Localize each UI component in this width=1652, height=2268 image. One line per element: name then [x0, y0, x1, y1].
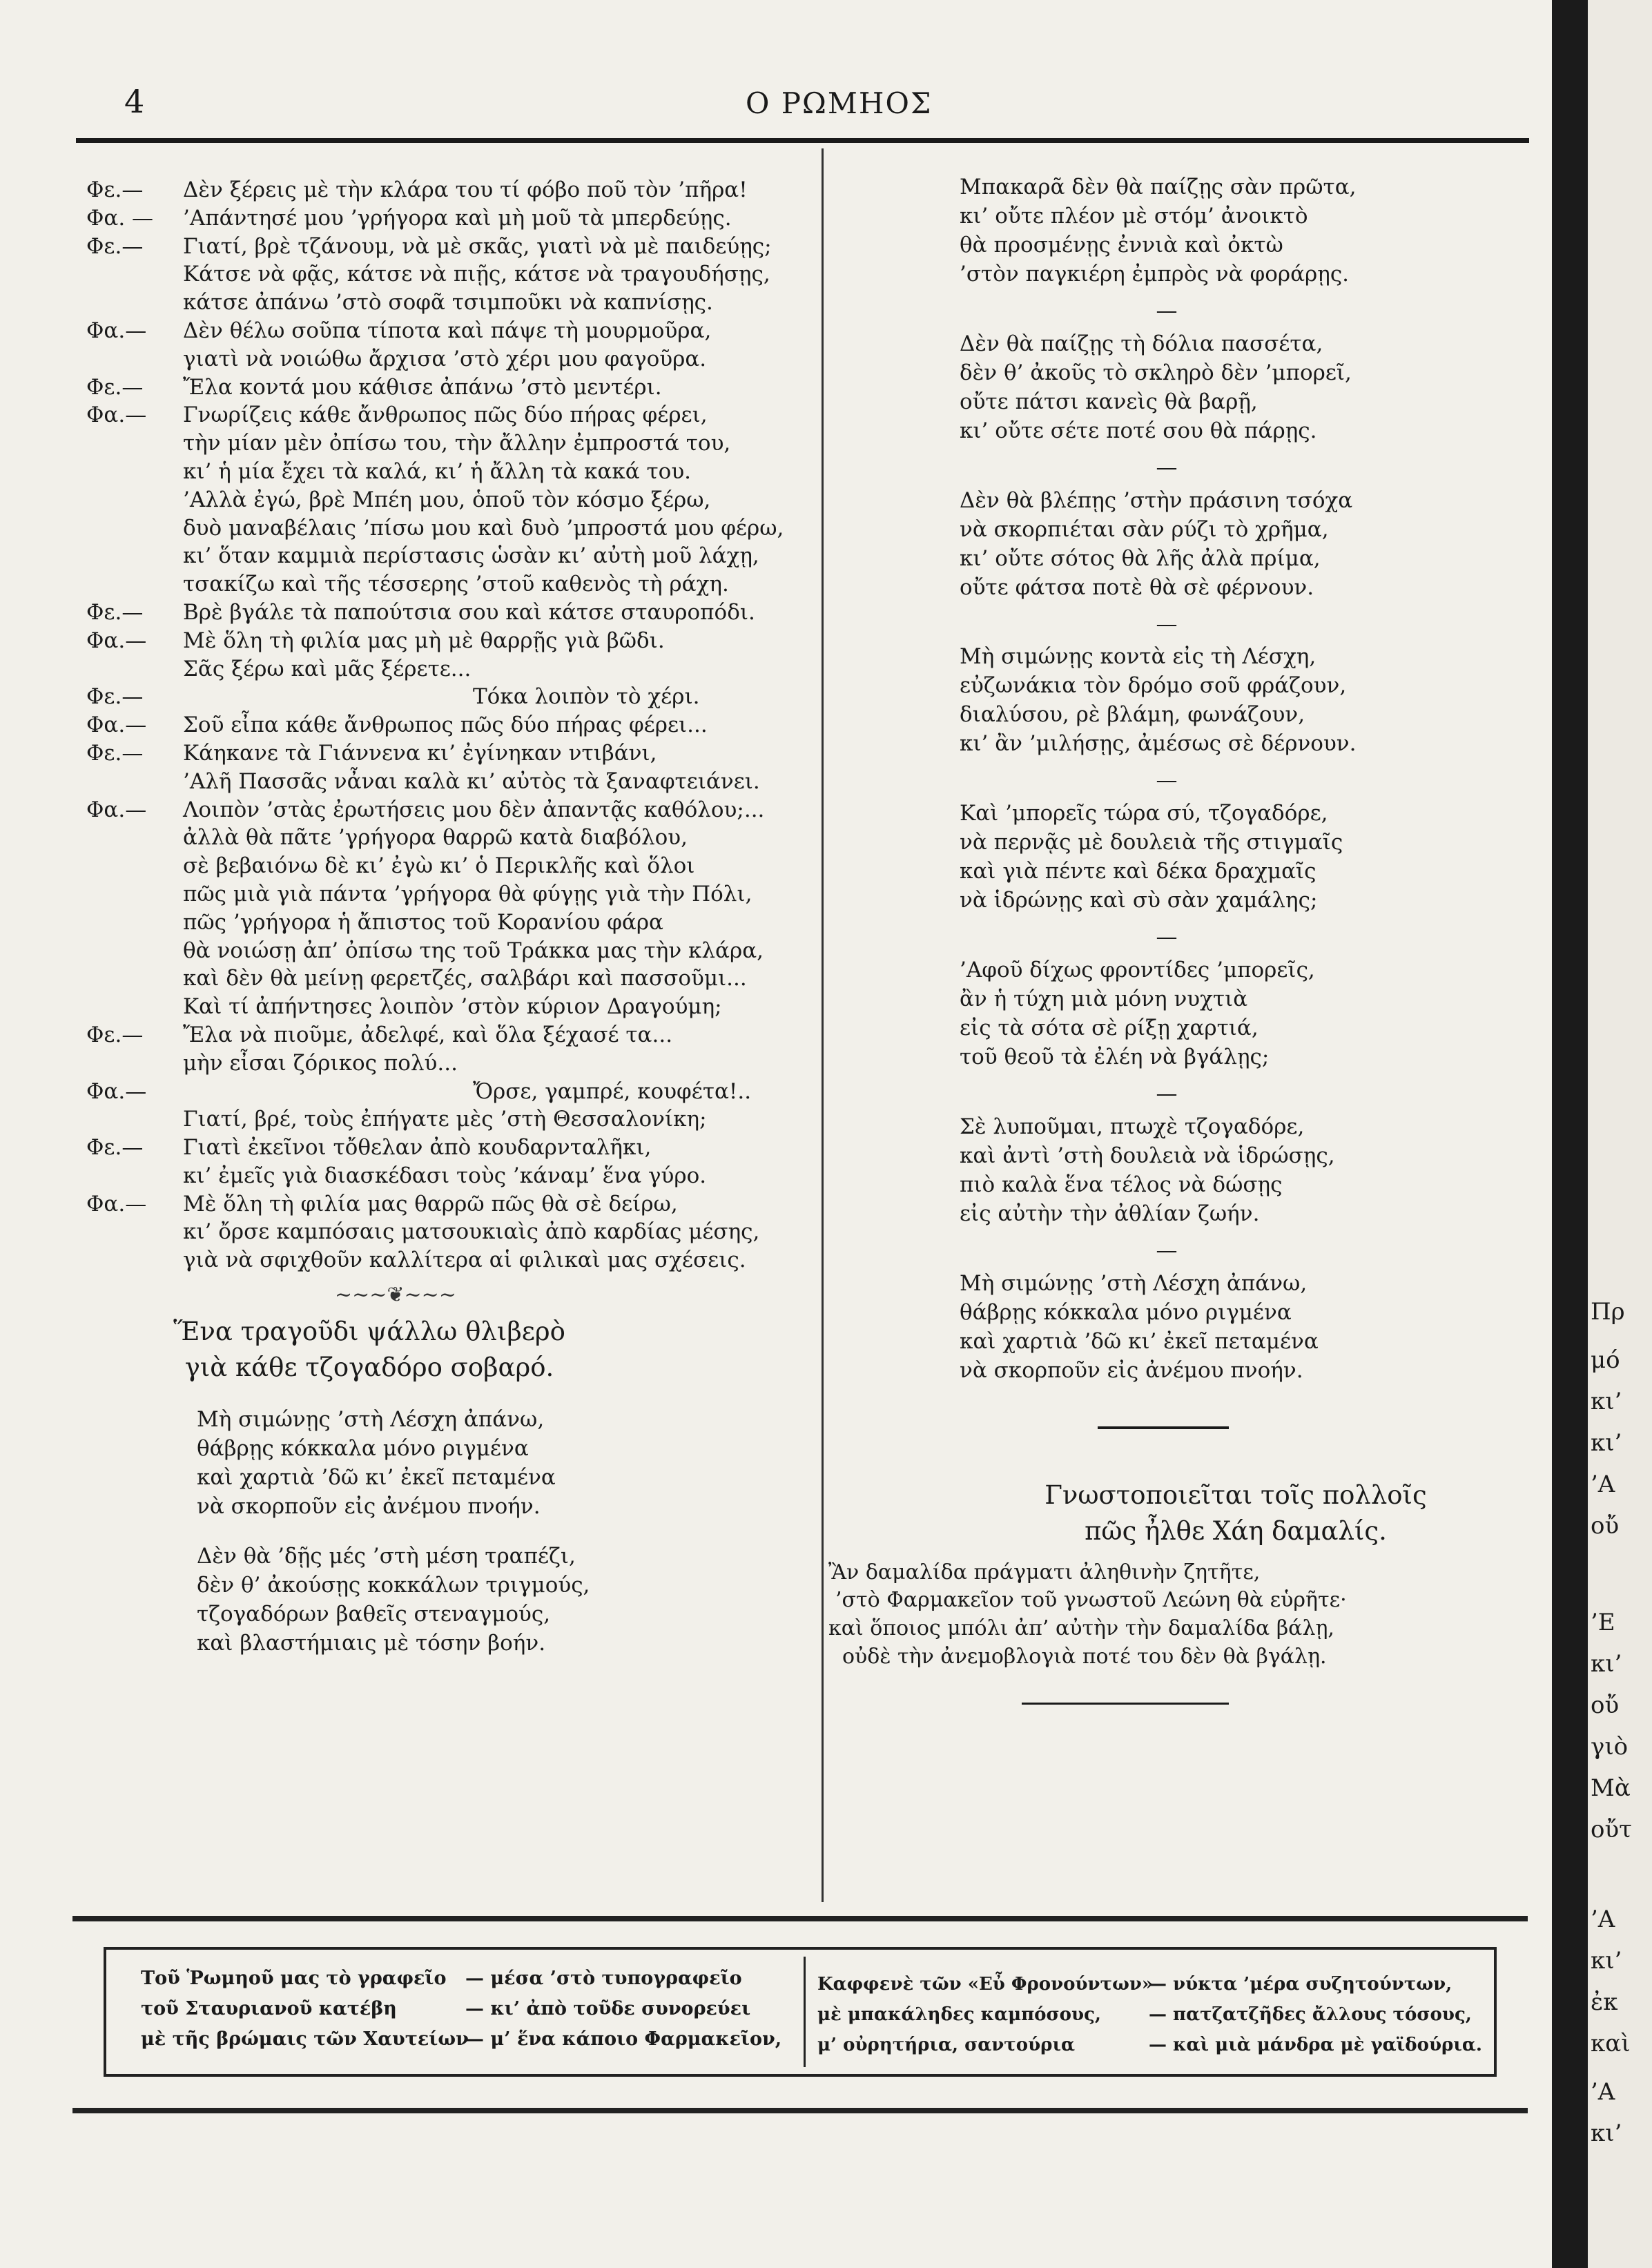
- verse-line: καὶ χαρτιὰ ’δῶ κι’ ἐκεῖ πεταμένα: [960, 1328, 1319, 1354]
- dialogue-text: πῶς μιὰ γιὰ πάντα ’γρήγορα θὰ φύγῃς γιὰ τὴν Πόλι,: [183, 881, 752, 907]
- edge-text-fragment: κι’: [1591, 1650, 1622, 1678]
- verse-line: θάβρῃς κόκκαλα μόνο ριγμένα: [960, 1299, 1292, 1325]
- edge-text-fragment: γιὸ: [1591, 1733, 1629, 1761]
- dialogue-text: Κάηκανε τὰ Γιάννενα κι’ ἐγίνηκαν ντιβάνι,: [183, 740, 657, 766]
- dialogue-line: [86, 880, 811, 909]
- verse-line: πιὸ καλὰ ἕνα τέλος νὰ δώσῃς: [960, 1172, 1283, 1197]
- edge-text-fragment: κι’: [1591, 1429, 1622, 1457]
- verse-line: νὰ ἱδρώνῃς καὶ σὺ σὰν χαμάλης;: [960, 888, 1318, 913]
- dialogue-line: [86, 317, 811, 345]
- verse-line: Μὴ σιμώνῃς κοντὰ εἰς τὴ Λέσχη,: [960, 644, 1316, 670]
- dialogue-text: ’Αλλὰ ἐγώ, βρὲ Μπέη μου, ὁποῦ τὸν κόσμο ξέρω,: [183, 487, 711, 512]
- dialogue-text: Σᾶς ξέρω καὶ μᾶς ξέρετε...: [183, 656, 472, 681]
- advertisement-box: [104, 1947, 1497, 2077]
- dialogue-text: μὴν εἶσαι ζόρικος πολύ...: [183, 1050, 458, 1076]
- edge-text-fragment: ’Α: [1591, 2078, 1615, 2106]
- stanza: [960, 1269, 1526, 1385]
- verse-line: τζογαδόρων βαθεῖς στεναγμούς,: [197, 1601, 551, 1627]
- speaker-label: Φα.—: [86, 318, 147, 343]
- dialogue-text: Γιατὶ ἐκεῖνοι τὄθελαν ἀπὸ κουδαρνταλῆκι,: [183, 1135, 652, 1161]
- edge-text-fragment: ’Α: [1591, 1906, 1615, 1933]
- notice-line: ’στὸ Φαρμακεῖον τοῦ γνωστοῦ Λεώνη θὰ εὑρῆτε·: [835, 1588, 1347, 1613]
- notice-title-line-2: πῶς ἦλθε Χάη δαμαλίς.: [1085, 1515, 1387, 1546]
- dialogue-text: Ἔλα νὰ πιοῦμε, ἀδελφέ, καὶ ὅλα ξέχασέ τα...: [183, 1022, 673, 1047]
- verse-line: δὲν θ’ ἀκούσῃς κοκκάλων τριγμούς,: [197, 1572, 590, 1598]
- advert-text: μ’ οὐρητήρια, σαντούρια: [817, 2035, 1076, 2055]
- dialogue-line: [86, 937, 811, 965]
- dialogue-text: Γνωρίζεις κάθε ἄνθρωπος πῶς δύο πήρας φέρει,: [183, 403, 708, 428]
- dialogue-line: [86, 824, 811, 852]
- dialogue-text: Ἔλα κοντά μου κάθισε ἀπάνω ’στὸ μεντέρι.: [183, 374, 662, 400]
- advert-text: — νύκτα ’μέρα συζητούντων,: [1149, 1974, 1452, 1995]
- dialogue-text: γιὰ νὰ σφιχθοῦν καλλίτερα αἱ φιλικαὶ μας σχέσεις.: [183, 1248, 746, 1273]
- verse-line: καὶ χαρτιὰ ’δῶ κι’ ἐκεῖ πεταμένα: [197, 1464, 556, 1490]
- dialogue-line: [86, 1162, 811, 1190]
- dialogue-text: ἀλλὰ θὰ πᾶτε ’γρήγορα θαρρῶ κατὰ διαβόλου,: [183, 825, 688, 851]
- speaker-label: Φε.—: [86, 233, 144, 259]
- edge-text-fragment: ’Α: [1591, 1471, 1615, 1498]
- verse-line: Μὴ σιμώνῃς ’στὴ Λέσχη ἀπάνω,: [960, 1270, 1308, 1296]
- verse-line: Μὴ σιμώνῃς ’στὴ Λέσχη ἀπάνω,: [197, 1406, 545, 1432]
- dialogue-text: ’Απάντησέ μου ’γρήγορα καὶ μὴ μοῦ τὰ μπερδεύῃς.: [183, 205, 732, 231]
- dialogue-line: [86, 1190, 811, 1219]
- page-number: 4: [124, 83, 145, 120]
- verse-line: τοῦ θεοῦ τὰ ἐλέη νὰ βγάλῃς;: [960, 1044, 1270, 1069]
- stanza-separator: —: [1156, 1080, 1178, 1106]
- dialogue-text: κι’ ἐμεῖς γιὰ διασκέδασι τοὺς ’κάναμ’ ἕνα γύρο.: [183, 1163, 707, 1188]
- advert-text: Τοῦ Ῥωμηοῦ μας τὸ γραφεῖο: [141, 1968, 447, 1989]
- dialogue-line: [86, 768, 811, 796]
- edge-text-fragment: οὔ: [1591, 1692, 1620, 1719]
- column-rule: [822, 148, 824, 1902]
- dialogue-line: [86, 260, 811, 289]
- dialogue-line: [86, 965, 811, 993]
- verse-line: θὰ προσμένῃς ἐννιὰ καὶ ὀκτὼ: [960, 233, 1283, 258]
- dialogue-text: θὰ νοιώσῃ ἀπ’ ὀπίσω της τοῦ Τράκκα μας τὴν κλάρα,: [183, 938, 764, 963]
- edge-text-fragment: κι’: [1591, 2120, 1622, 2147]
- verse-line: νὰ περνᾷς μὲ δουλειὰ τῆς στιγμαῖς: [960, 830, 1343, 855]
- poem-stanza-1: [197, 1405, 811, 1521]
- verse-line: Μπακαρᾶ δὲν θὰ παίζῃς σὰν πρῶτα,: [960, 175, 1357, 200]
- stanza-separator: —: [1156, 924, 1178, 950]
- verse-line: νὰ σκορπιέται σὰν ρύζι τὸ χρῆμα,: [960, 516, 1329, 542]
- dialogue-text: τσακίζω καὶ τῆς τέσσερης ’στοῦ καθενὸς τὴ ράχη.: [183, 572, 729, 597]
- dialogue-line: [86, 458, 811, 486]
- section-rule: [1098, 1426, 1229, 1429]
- poem-title-line-1: Ἕνα τραγοῦδι ψάλλω θλιβερὸ: [173, 1316, 565, 1346]
- verse-line: κι’ ἂν ’μιλήσῃς, ἀμέσως σὲ δέρνουν.: [960, 731, 1357, 757]
- speaker-label: Φα.—: [86, 403, 147, 428]
- dialogue-line: [86, 1049, 811, 1078]
- page-title: Ο ΡΩΜΗΟΣ: [746, 86, 933, 120]
- advert-row: [141, 1964, 781, 1994]
- dialogue-line: [86, 852, 811, 880]
- dialogue-text: καὶ δὲν θὰ μείνῃ φερετζές, σαλβάρι καὶ πασσοῦμι...: [183, 966, 747, 991]
- speaker-label: Φα.—: [86, 713, 147, 738]
- dialogue-text: κάτσε ἀπάνω ’στὸ σοφᾶ τσιμποῦκι νὰ καπνίσῃς.: [183, 290, 713, 316]
- advert-row: [141, 1994, 781, 2024]
- edge-text-fragment: καὶ: [1591, 2030, 1631, 2057]
- dialogue-text: Λοιπὸν ’στὰς ἐρωτήσεις μου δὲν ἀπαντᾷς καθόλου;...: [183, 797, 765, 822]
- dialogue-line: [86, 176, 811, 204]
- edge-text-fragment: μό: [1591, 1346, 1620, 1374]
- advert-text: — μέσα ’στὸ τυπογραφεῖο: [465, 1968, 742, 1989]
- stanza: [960, 642, 1526, 758]
- dialogue-text: Γιατί, βρὲ τζάνουμ, νὰ μὲ σκᾶς, γιατὶ νὰ μὲ παιδεύῃς;: [183, 233, 772, 259]
- dialogue-line: [86, 1078, 811, 1106]
- verse-line: Δὲν θὰ ’δῇς μές ’στὴ μέση τραπέζι,: [197, 1543, 576, 1569]
- dialogue-line: [86, 345, 811, 374]
- verse-line: καὶ ἀντὶ ’στὴ δουλειὰ νὰ ἱδρώσῃς,: [960, 1143, 1335, 1168]
- poem-continuation: [960, 173, 1526, 1385]
- dialogue-line: [86, 542, 811, 570]
- dialogue-line: [86, 796, 811, 824]
- verse-line: οὔτε φάτσα ποτὲ θὰ σὲ φέρνουν.: [960, 574, 1314, 600]
- verse-line: εὐζωνάκια τὸν δρόμο σοῦ φράζουν,: [960, 673, 1347, 699]
- dialogue-section: [86, 176, 811, 1274]
- stanza: [960, 799, 1526, 915]
- verse-line: καὶ βλαστήμιαις μὲ τόσην βοήν.: [197, 1630, 546, 1656]
- edge-text-fragment: ’Ε: [1591, 1609, 1615, 1636]
- verse-line: διαλύσου, ρὲ βλάμη, φωνάζουν,: [960, 702, 1305, 728]
- notice-title: [960, 1477, 1512, 1549]
- speaker-label: Φα. —: [86, 205, 154, 231]
- edge-text-fragment: Μὰ: [1591, 1774, 1631, 1802]
- dialogue-line: [86, 1134, 811, 1162]
- dialogue-line: [86, 739, 811, 768]
- dialogue-text: Καὶ τί ἀπήντησες λοιπὸν ’στὸν κύριον Δραγούμη;: [183, 994, 722, 1020]
- verse-line: Καὶ ’μπορεῖς τώρα σύ, τζογαδόρε,: [960, 801, 1328, 826]
- advert-text: Καφφενὲ τῶν «Εὖ Φρονούντων»: [817, 1974, 1154, 1995]
- notice-line: καὶ ὅποιος μπόλι ἀπ’ αὐτὴν τὴν δαμαλίδα βάλῃ,: [828, 1616, 1334, 1641]
- stanza-separator: —: [1156, 611, 1178, 637]
- dialogue-line: [86, 1105, 811, 1134]
- advertisement-left: [141, 1964, 781, 2055]
- verse-line: κι’ οὔτε σέτε ποτέ σου θὰ πάρῃς.: [960, 418, 1317, 443]
- stanza: [960, 486, 1526, 602]
- dialogue-text: Μὲ ὅλη τὴ φιλία μας μὴ μὲ θαρρῇς γιὰ βῶδι.: [183, 628, 665, 653]
- advert-text: μὲ τῆς βρώμαις τῶν Χαυτείων: [141, 2028, 469, 2050]
- speaker-label: Φε.—: [86, 1135, 144, 1161]
- verse-line: Δὲν θὰ παίζῃς τὴ δόλια πασσέτα,: [960, 331, 1323, 356]
- dialogue-text: ’Αλῆ Πασσᾶς νἆναι καλὰ κι’ αὐτὸς τὰ ξαναφτειάνει.: [183, 768, 760, 794]
- left-column: [86, 176, 811, 1658]
- adjacent-page-fragment: [1588, 0, 1652, 2268]
- dialogue-text: Δὲν θέλω σοῦπα τίποτα καὶ πάψε τὴ μουρμοῦρα,: [183, 318, 712, 343]
- advert-text: — καὶ μιὰ μάνδρα μὲ γαϊδούρια.: [1149, 2035, 1482, 2055]
- verse-line: ’Αφοῦ δίχως φροντίδες ’μπορεῖς,: [960, 957, 1315, 982]
- dialogue-line: [86, 711, 811, 739]
- dialogue-line: [86, 909, 811, 937]
- verse-line: ’στὸν παγκιέρη ἐμπρὸς νὰ φοράρῃς.: [960, 262, 1350, 287]
- verse-line: Δὲν θὰ βλέπῃς ’στὴν πράσινη τσόχα: [960, 487, 1353, 513]
- dialogue-text: γιατὶ νὰ νοιώθω ἄρχισα ’στὸ χέρι μου φαγοῦρα.: [183, 346, 707, 371]
- speaker-label: Φε.—: [86, 684, 144, 710]
- dialogue-line: [86, 655, 811, 684]
- dialogue-line: [86, 570, 811, 599]
- verse-line: θάβρῃς κόκκαλα μόνο ριγμένα: [197, 1435, 529, 1461]
- verse-line: ἂν ἡ τύχη μιὰ μόνη νυχτιὰ: [960, 986, 1248, 1011]
- dialogue-text: τὴν μίαν μὲν ὀπίσω του, τὴν ἄλλην ἐμπροστά του,: [183, 431, 731, 456]
- dialogue-line: [86, 627, 811, 655]
- dialogue-text: Κάτσε νὰ φᾷς, κάτσε νὰ πιῇς, κάτσε νὰ τραγουδήσῃς,: [183, 262, 770, 287]
- dialogue-line: [86, 993, 811, 1021]
- speaker-label: Φα.—: [86, 1191, 147, 1217]
- edge-text-fragment: ἐκ: [1591, 1988, 1618, 2016]
- advert-text: — μ’ ἕνα κάποιο Φαρμακεῖον,: [465, 2028, 782, 2050]
- verse-line: δὲν θ’ ἀκοῦς τὸ σκληρὸ δὲν ’μπορεῖ,: [960, 360, 1352, 385]
- speaker-label: Φα.—: [86, 797, 147, 822]
- speaker-label: Φε.—: [86, 374, 144, 400]
- header-rule: [76, 138, 1529, 143]
- speaker-label: Φε.—: [86, 740, 144, 766]
- dialogue-text: πῶς ’γρήγορα ἡ ἄπιστος τοῦ Κορανίου φάρα: [183, 909, 663, 935]
- stanza-separator: —: [1156, 298, 1178, 323]
- notice-line: Ἂν δαμαλίδα πράγματι ἀληθινὴν ζητῆτε,: [828, 1560, 1261, 1584]
- stanza-separator: —: [1156, 1237, 1178, 1263]
- dialogue-line: [86, 374, 811, 402]
- dialogue-line: [86, 486, 811, 514]
- dialogue-line: [86, 401, 811, 429]
- dialogue-text: κι’ ἡ μία ἔχει τὰ καλά, κι’ ἡ ἄλλη τὰ κακά του.: [183, 458, 692, 484]
- verse-line: οὔτε πάτσι κανεὶς θὰ βαρῇ,: [960, 389, 1258, 414]
- dialogue-line: [86, 1218, 811, 1246]
- dialogue-line: [86, 1021, 811, 1049]
- dialogue-text: κι’ ὅταν καμμιὰ περίστασις ὡσὰν κι’ αὐτὴ μοῦ λάχῃ,: [183, 543, 759, 569]
- dialogue-text: σὲ βεβαιόνω δὲ κι’ ἐγὼ κι’ ὁ Περικλῆς καὶ ὅλοι: [183, 853, 695, 879]
- advert-text: τοῦ Σταυριανοῦ κατέβη: [141, 1998, 397, 2019]
- stanza: [960, 173, 1526, 289]
- verse-line: κι’ οὔτε σότος θὰ λῆς ἀλὰ πρίμα,: [960, 545, 1321, 571]
- dialogue-line: [86, 289, 811, 317]
- stanza-separator: —: [1156, 454, 1178, 480]
- verse-line: νὰ σκορποῦν εἰς ἀνέμου πνοήν.: [960, 1357, 1303, 1383]
- notice-title-line-1: Γνωστοποιεῖται τοῖς πολλοῖς: [1044, 1480, 1427, 1510]
- dialogue-line: [86, 599, 811, 627]
- edge-text-fragment: οὔ: [1591, 1512, 1620, 1540]
- notice-line: οὐδὲ τὴν ἀνεμοβλογιὰ ποτέ του δὲν θὰ βγάλῃ.: [842, 1644, 1327, 1669]
- dialogue-line: [86, 514, 811, 543]
- advertisement-right: [817, 1969, 1482, 2060]
- dialogue-line: [86, 429, 811, 458]
- verse-line: νὰ σκορποῦν εἰς ἀνέμου πνοήν.: [197, 1493, 541, 1519]
- speaker-label: Φε.—: [86, 177, 144, 202]
- speaker-label: Φα.—: [86, 628, 147, 653]
- advert-text: μὲ μπακάληδες καμπόσους,: [817, 2004, 1101, 2025]
- dialogue-line: [86, 683, 811, 711]
- poem-title-line-2: γιὰ κάθε τζογαδόρο σοβαρό.: [184, 1352, 554, 1382]
- ornament-divider: ~~~❦~~~: [335, 1283, 456, 1308]
- advert-row: [141, 2024, 781, 2055]
- dialogue-text: Βρὲ βγάλε τὰ παπούτσια σου καὶ κάτσε σταυροπόδι.: [183, 599, 755, 625]
- advertisement-divider: [804, 1957, 806, 2067]
- dialogue-line: [86, 233, 811, 261]
- edge-text-fragment: κι’: [1591, 1947, 1622, 1975]
- dialogue-line: [86, 204, 811, 233]
- dialogue-text: κι’ ὄρσε καμπόσαις ματσουκιαὶς ἀπὸ καρδίας μέσης,: [183, 1219, 760, 1245]
- dialogue-text: Ὄρσε, γαμπρέ, κουφέτα!..: [473, 1078, 752, 1104]
- notice-body: [828, 1559, 1526, 1671]
- advert-text: — πατζατζῆδες ἄλλους τόσους,: [1149, 2004, 1472, 2025]
- verse-line: Σὲ λυποῦμαι, πτωχὲ τζογαδόρε,: [960, 1114, 1305, 1139]
- dialogue-line: [86, 1246, 811, 1274]
- edge-text-fragment: οὔτ: [1591, 1816, 1632, 1843]
- verse-line: εἰς αὐτὴν τὴν ἀθλίαν ζωήν.: [960, 1201, 1260, 1226]
- dialogue-text: δυὸ μαναβέλαις ’πίσω μου καὶ δυὸ ’μπροστά μου φέρω,: [183, 515, 784, 541]
- edge-text-fragment: κι’: [1591, 1388, 1622, 1415]
- advert-row: [817, 2030, 1482, 2060]
- speaker-label: Φε.—: [86, 599, 144, 625]
- dialogue-text: Μὲ ὅλη τὴ φιλία μας θαρρῶ πῶς θὰ σὲ δείρω,: [183, 1191, 678, 1217]
- stanza: [960, 329, 1526, 445]
- stanza: [960, 956, 1526, 1072]
- end-rule: [1022, 1703, 1229, 1705]
- poem-title: [86, 1314, 652, 1386]
- edge-text-fragment: Πρ: [1591, 1298, 1625, 1326]
- stanza-separator: —: [1156, 768, 1178, 793]
- dialogue-text: Τόκα λοιπὸν τὸ χέρι.: [473, 684, 700, 710]
- poem-stanza-2: [197, 1542, 811, 1658]
- right-column: [828, 173, 1526, 1705]
- verse-line: εἰς τὰ σότα σὲ ρίξῃ χαρτιά,: [960, 1015, 1259, 1040]
- advert-row: [817, 1969, 1482, 1999]
- advert-row: [817, 1999, 1482, 2030]
- speaker-label: Φε.—: [86, 1022, 144, 1047]
- stanza: [960, 1112, 1526, 1228]
- verse-line: κι’ οὔτε πλέον μὲ στόμ’ ἀνοικτὸ: [960, 204, 1308, 229]
- verse-line: καὶ γιὰ πέντε καὶ δέκα δραχμαῖς: [960, 859, 1316, 884]
- dialogue-text: Δὲν ξέρεις μὲ τὴν κλάρα του τί φόβο ποῦ τὸν ’πῆρα!: [183, 177, 748, 202]
- speaker-label: Φα.—: [86, 1078, 147, 1104]
- dialogue-text: Γιατί, βρέ, τοὺς ἐπήγατε μὲς ’στὴ Θεσσαλονίκη;: [183, 1107, 707, 1132]
- dialogue-text: Σοῦ εἶπα κάθε ἄνθρωπος πῶς δύο πήρας φέρει...: [183, 713, 708, 738]
- advert-text: — κι’ ἀπὸ τοῦδε συνορεύει: [465, 1998, 751, 2019]
